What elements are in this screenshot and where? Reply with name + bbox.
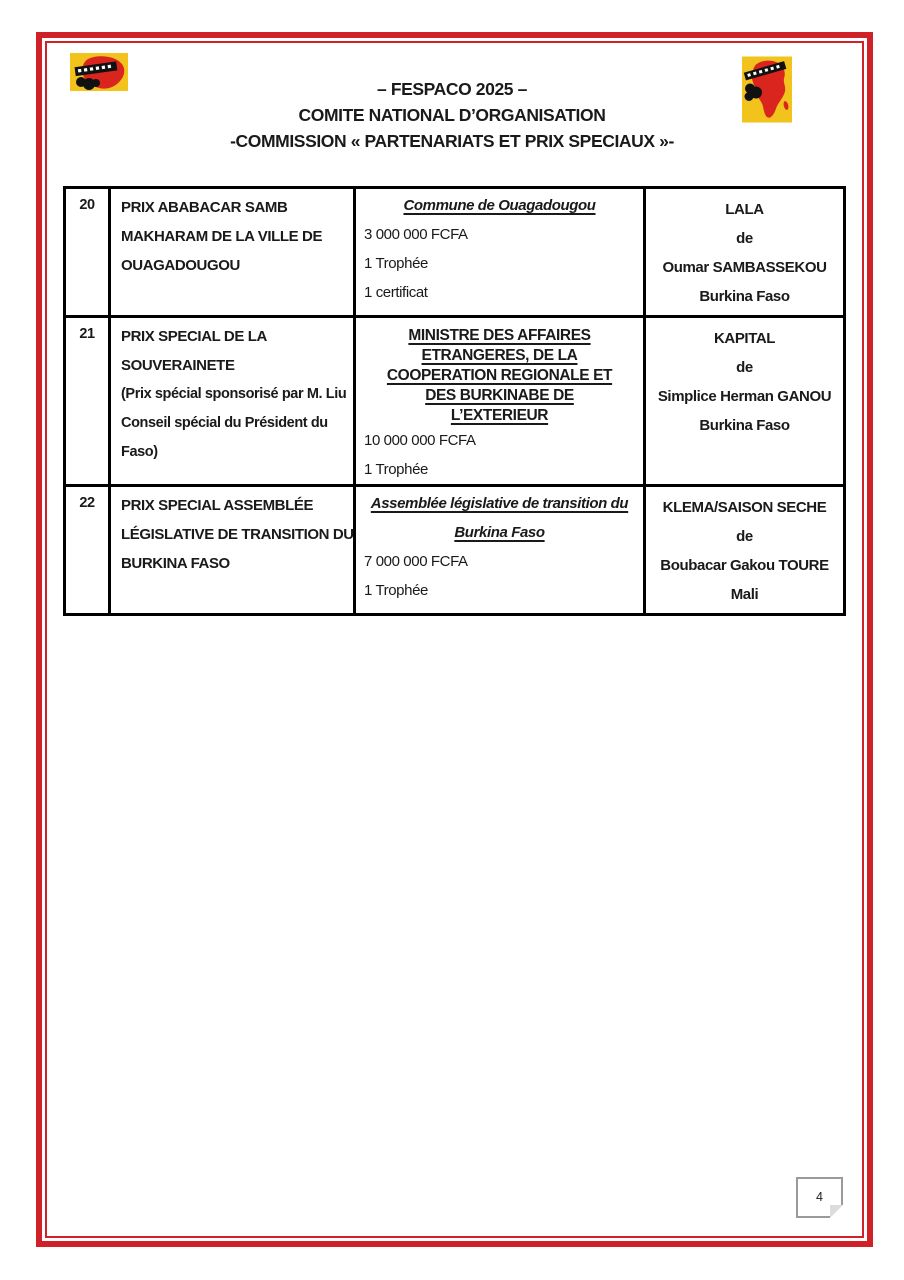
director-name: Boubacar Gakou TOURE	[660, 557, 829, 574]
sponsor-name: Assemblée législative de transition du Burkina Faso	[370, 495, 629, 541]
prize-name: PRIX SPECIAL ASSEMBLÉE LÉGISLATIVE DE TRANSITION DU BURKINA FASO	[121, 497, 354, 572]
of-word: de	[736, 230, 753, 247]
prize-name: PRIX SPECIAL DE LA SOUVERAINETE	[121, 328, 267, 374]
row-number-cell: 20	[65, 188, 110, 317]
prize-note: (Prix spécial sponsorisé par M. Liu Conseil spécial du Président du Faso)	[121, 386, 347, 460]
row-number-cell: 21	[65, 317, 110, 486]
director-name: Oumar SAMBASSEKOU	[662, 259, 827, 276]
country-name: Mali	[730, 586, 759, 603]
film-award-cell	[645, 188, 845, 317]
header-title-line-2: COMITE NATIONAL D’ORGANISATION	[298, 105, 606, 125]
header-title-line-1: – FESPACO 2025 –	[377, 79, 527, 99]
folded-corner-icon	[830, 1205, 843, 1218]
prize-name-cell	[110, 317, 355, 486]
header-block	[0, 76, 904, 154]
sponsor-endowment-cell	[355, 317, 645, 486]
page-number-box	[796, 1177, 843, 1218]
country-name: Burkina Faso	[699, 288, 790, 305]
table-row-20	[65, 188, 845, 317]
director-name: Simplice Herman GANOU	[657, 388, 832, 405]
sponsor-endowment-cell	[355, 486, 645, 615]
header-title-line-3: -COMMISSION « PARTENARIATS ET PRIX SPECIAUX »-	[230, 131, 674, 151]
sponsor-name: Commune de Ouagadougou	[403, 197, 596, 214]
film-title: KLEMA/SAISON SECHE	[662, 499, 827, 516]
prizes-table	[63, 186, 846, 616]
prize-name-cell	[110, 188, 355, 317]
film-title: KAPITAL	[713, 330, 776, 347]
row-number-cell: 22	[65, 486, 110, 615]
sponsor-endowment-cell	[355, 188, 645, 317]
film-award-cell	[645, 317, 845, 486]
film-title: LALA	[725, 201, 764, 218]
table-row-22	[65, 486, 845, 615]
table-row-21	[65, 317, 845, 486]
country-name: Burkina Faso	[699, 417, 790, 434]
of-word: de	[736, 359, 753, 376]
prize-name-cell	[110, 486, 355, 615]
prize-name: PRIX ABABACAR SAMB MAKHARAM DE LA VILLE DE OUAGADOUGOU	[121, 199, 323, 274]
page-number: 4	[816, 1190, 823, 1204]
sponsor-name: MINISTRE DES AFFAIRES ETRANGERES, DE LA COOPERATION REGIONALE ET DES BURKINABE DE L’EXTERIEUR	[386, 327, 613, 424]
of-word: de	[736, 528, 753, 545]
endowment-lines: 7 000 000 FCFA 1 Trophée	[364, 553, 468, 599]
endowment-lines: 10 000 000 FCFA 1 Trophée	[364, 432, 476, 478]
endowment-lines: 3 000 000 FCFA 1 Trophée 1 certificat	[364, 226, 468, 301]
film-award-cell	[645, 486, 845, 615]
